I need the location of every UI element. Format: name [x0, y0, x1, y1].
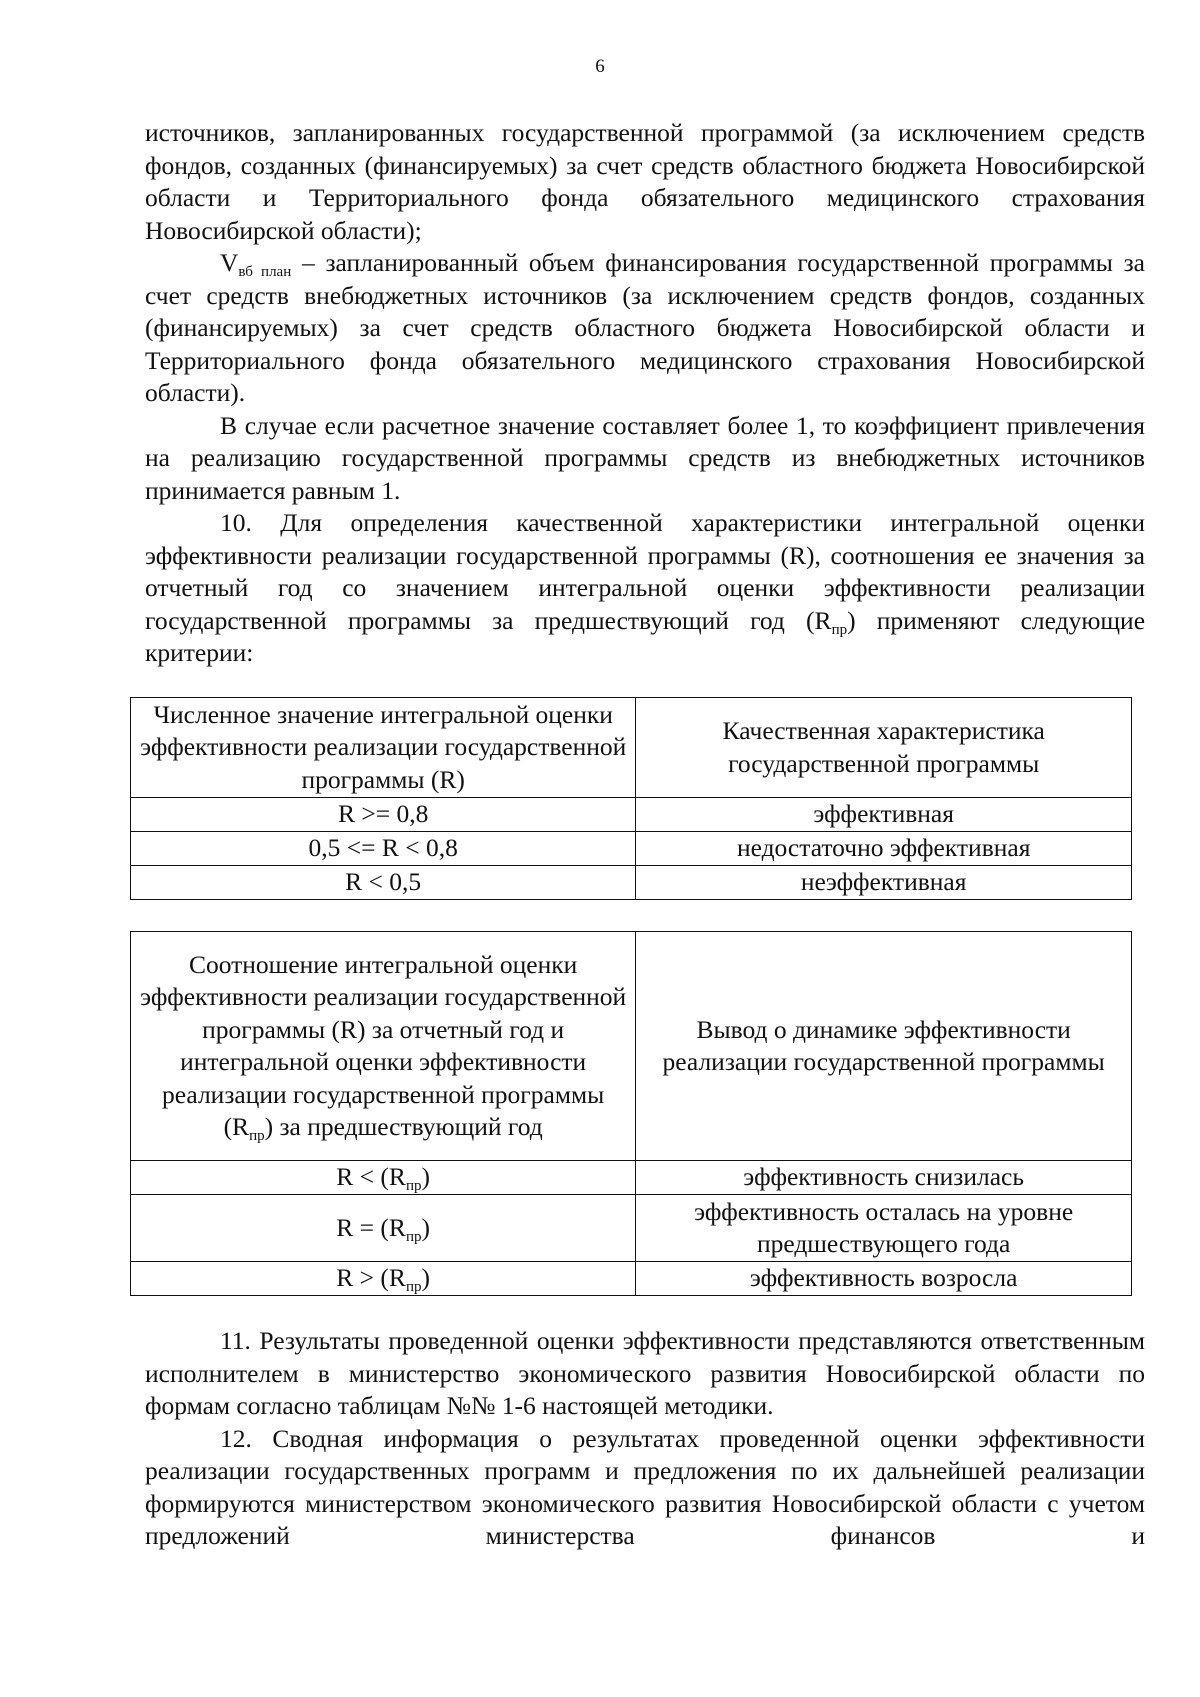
table-header-row [131, 932, 1132, 1161]
header-ratio-text-start: Соотношение интегральной оценки эффективности реализации государственной программы (R) за отчетный год и интегральной оценки эффективности реализации государственной программы (R [140, 949, 627, 1141]
table-header-row [131, 698, 1132, 798]
header-ratio-subscript: пр [249, 1128, 265, 1144]
result-cell: эффективная [636, 798, 1132, 832]
condition-suffix: ) [421, 1162, 430, 1192]
result-cell: недостаточно эффективная [636, 832, 1132, 866]
paragraph-v-definition [145, 247, 1145, 410]
table-row [131, 1161, 1132, 1195]
condition-cell [131, 1161, 636, 1195]
header-ratio [131, 932, 636, 1161]
paragraph-coefficient-cap: В случае если расчетное значение составляет более 1, то коэффициент привлечения на реализацию государственной программы средств из внебюджетных источников принимается равным 1. [145, 410, 1145, 505]
condition-cell: 0,5 <= R < 0,8 [131, 832, 636, 866]
condition-prefix: R < (R [336, 1162, 406, 1192]
header-ratio-text-end: ) за предшествующий год [264, 1112, 543, 1141]
paragraph-11-results: 11. Результаты проведенной оценки эффективности представляются ответственным исполнителем в министерство экономического развития Новосибирской области по формам согласно таблицам №№ 1-6 настоящей методики. [145, 1326, 1145, 1420]
condition-subscript: пр [405, 1279, 422, 1296]
condition-subscript: пр [405, 1178, 422, 1195]
variable-v: V [220, 248, 239, 277]
paragraph-10-subscript: пр [831, 621, 848, 638]
condition-suffix: ) [421, 1263, 430, 1293]
condition-subscript: пр [405, 1228, 422, 1245]
dynamics-criteria-table [130, 931, 1132, 1296]
result-cell: эффективность возросла [636, 1262, 1132, 1296]
table-row [131, 798, 1132, 832]
table-row [131, 866, 1132, 900]
condition-cell: R < 0,5 [131, 866, 636, 900]
paragraph-10-text-end: ) применяют следующие критерии: [145, 605, 1146, 667]
condition-suffix: ) [421, 1212, 430, 1242]
result-cell: эффективность снизилась [636, 1161, 1132, 1195]
table-row [131, 1195, 1132, 1262]
paragraph-sources-continuation: источников, запланированных государственной программой (за исключением средств фондов, созданных (финансируемых) за счет средств областного бюджета Новосибирской области и Территориального фонда обязательного медицинского страхования Новосибирской области); [145, 118, 1145, 245]
header-dynamics-conclusion: Вывод о динамике эффективности реализации государственной программы [636, 932, 1132, 1161]
paragraph-12-summary: 12. Сводная информация о результатах проведенной оценки эффективности реализации государственных программ и предложения по их дальнейшей реализации формируются министерством экономического развития Новосибирской области с учетом предложений министерства финансов и [145, 1423, 1145, 1550]
variable-v-subscript: вб план [238, 264, 292, 280]
header-quality-characteristic: Качественная характеристика государственной программы [636, 698, 1132, 798]
paragraph-10-criteria [145, 507, 1145, 670]
condition-prefix: R > (R [336, 1263, 406, 1293]
condition-cell [131, 1195, 636, 1262]
table-row [131, 1262, 1132, 1296]
condition-prefix: R = (R [336, 1212, 406, 1242]
body-text-bottom [145, 1325, 1145, 1553]
header-numeric-value: Численное значение интегральной оценки эффективности реализации государственной программы (R) [131, 698, 636, 798]
page-number: 6 [595, 56, 605, 77]
quality-criteria-table [130, 697, 1132, 900]
result-cell: эффективность осталась на уровне предшествующего года [636, 1195, 1132, 1262]
condition-cell: R >= 0,8 [131, 798, 636, 832]
paragraph-10-text-start: 10. Для определения качественной характеристики интегральной оценки эффективности реализации государственной программы (R), соотношения ее значения за отчетный год со значением интегральной оценки эффективности реализации государственной программы за предшествующий год (R [145, 508, 1145, 635]
body-text-top [145, 117, 1145, 670]
table-row [131, 832, 1132, 866]
condition-cell [131, 1262, 636, 1296]
v-definition-text: – запланированный объем финансирования государственной программы за счет средств внебюджетных источников (за исключением средств фондов, созданных (финансируемых) за счет средств областного бюджета Новосибирской области и Территориального фонда обязательного медицинского страхования Новосибирской области). [145, 248, 1145, 407]
result-cell: неэффективная [636, 866, 1132, 900]
